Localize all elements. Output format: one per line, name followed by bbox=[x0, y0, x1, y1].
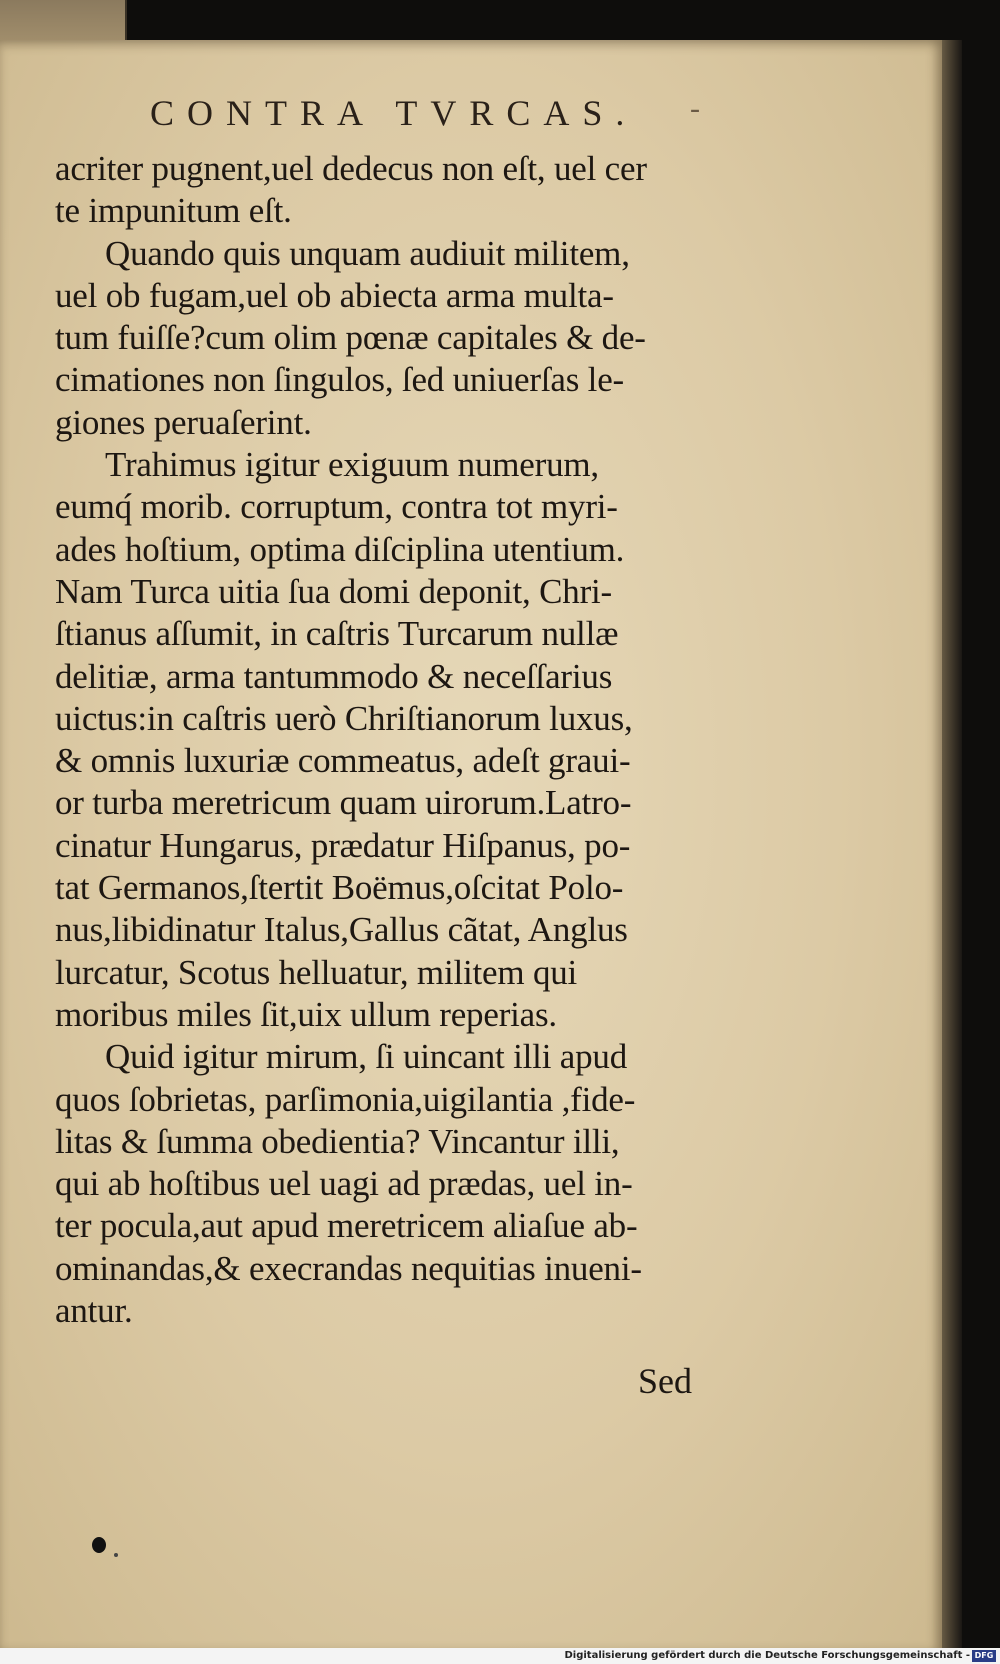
text-line: ades hoſtium, optima diſciplina utentium. bbox=[55, 529, 625, 569]
paragraph-start: Quid igitur mirum, ſi uincant illi apud bbox=[105, 1037, 628, 1077]
dfg-logo-icon: DFG bbox=[972, 1650, 996, 1662]
ink-spot bbox=[92, 1537, 106, 1553]
text-line: ter pocula,aut apud meretricem aliaſue ab- bbox=[55, 1206, 638, 1246]
text-line: delitiæ, arma tantummodo & neceſſarius bbox=[55, 656, 613, 696]
text-line: giones peruaſerint. bbox=[55, 402, 312, 442]
running-mark: - bbox=[690, 92, 700, 125]
text-line: antur. bbox=[55, 1291, 133, 1331]
text-line: ſtianus aſſumit, in caſtris Turcarum nullæ bbox=[55, 614, 619, 654]
text-line: te impunitum eſt. bbox=[55, 191, 292, 231]
previous-page-edge bbox=[0, 0, 127, 40]
footer-credit: Digitalisierung gefördert durch die Deutsche Forschungsgemeinschaft - bbox=[564, 1650, 970, 1661]
text-line: tat Germanos,ſtertit Boëmus,oſcitat Polo- bbox=[55, 868, 624, 908]
paragraph-start: Quando quis unquam audiuit militem, bbox=[105, 233, 630, 273]
text-line: cimationes non ſingulos, ſed uniuerſas le- bbox=[55, 360, 624, 400]
body-text bbox=[55, 148, 700, 1332]
text-line: cinatur Hungarus, prædatur Hiſpanus, po- bbox=[55, 825, 631, 865]
running-head: CONTRA TVRCAS. bbox=[150, 93, 638, 133]
text-line: acriter pugnent,uel dedecus non eſt, uel cer bbox=[55, 149, 647, 188]
book-edge bbox=[940, 40, 962, 1650]
text-line: uictus:in caſtris uerò Chriſtianorum luxus, bbox=[55, 698, 633, 738]
text-line: quos ſobrietas, parſimonia,uigilantia ,fide- bbox=[55, 1079, 636, 1119]
text-line: or turba meretricum quam uirorum.Latro- bbox=[55, 783, 632, 823]
text-line: moribus miles ſit,uix ullum reperias. bbox=[55, 994, 557, 1034]
text-line: tum fuiſſe?cum olim pœnæ capitales & de- bbox=[55, 318, 646, 358]
paragraph-start: Trahimus igitur exiguum numerum, bbox=[105, 445, 599, 485]
text-line: nus,libidinatur Italus,Gallus cãtat, Anglus bbox=[55, 910, 628, 950]
text-line: eumq́ morib. corruptum, contra tot myri- bbox=[55, 487, 618, 527]
catchword: Sed bbox=[638, 1361, 692, 1401]
text-line: uel ob fugam,uel ob abiecta arma multa- bbox=[55, 275, 614, 315]
text-line: ominandas,& execrandas nequitias inueni- bbox=[55, 1248, 642, 1288]
text-line: Nam Turca uitia ſua domi deponit, Chri- bbox=[55, 571, 613, 611]
text-line: & omnis luxuriæ commeatus, adeſt graui- bbox=[55, 741, 631, 781]
text-line: lurcatur, Scotus helluatur, militem qui bbox=[55, 952, 578, 992]
ink-speck bbox=[114, 1553, 118, 1557]
text-line: qui ab hoſtibus uel uagi ad prædas, uel in- bbox=[55, 1164, 633, 1204]
text-line: litas & ſumma obedientia? Vincantur illi, bbox=[55, 1121, 620, 1161]
